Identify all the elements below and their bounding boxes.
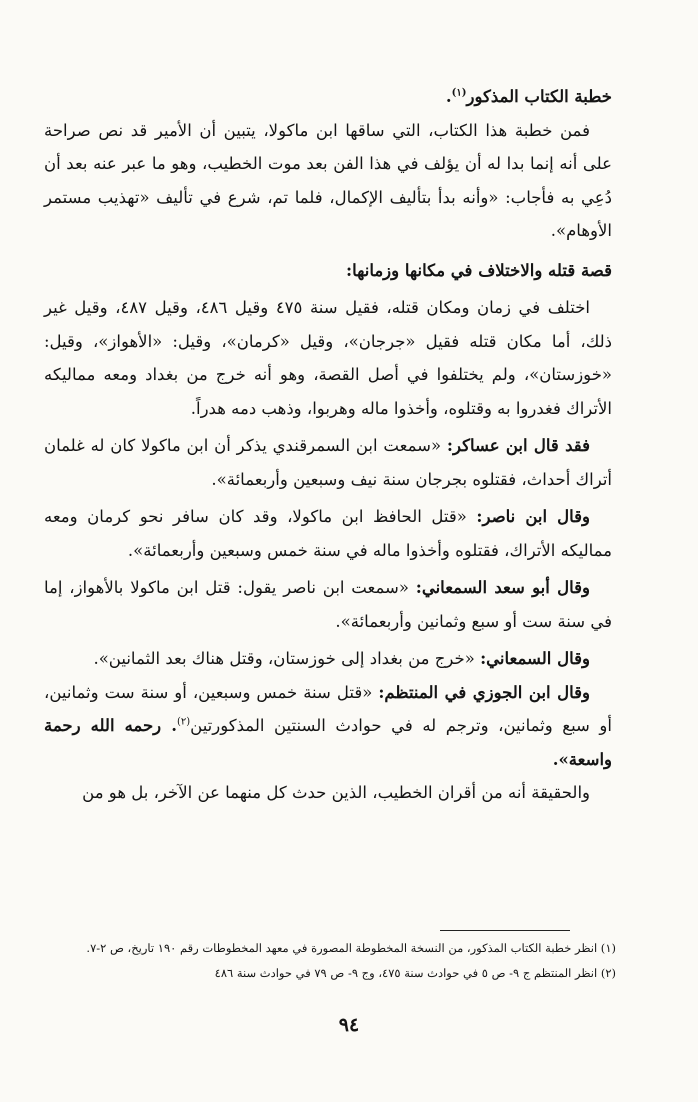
quote-text: «خرج من بغداد إلى خوزستان، وقتل هناك بعد الثمانين». <box>93 649 475 668</box>
footnotes <box>40 936 616 986</box>
quote-lead: وقال ابن الجوزي في المنتظم: <box>378 682 590 702</box>
body-text <box>44 80 612 810</box>
quote-lead: وقال ابن ناصر: <box>476 507 590 526</box>
quote-abu-saad <box>44 571 612 638</box>
quote-text: «سمعت ابن ناصر يقول: قتل ابن ماكولا بالأهواز، إما في سنة ست أو سبع وثمانين وأربعمائة». <box>44 578 612 631</box>
quote-tail: . رحمه الله رحمة واسعة». <box>44 716 612 769</box>
footnote-ref: (١) <box>451 87 467 99</box>
quote-lead: وقال السمعاني: <box>480 649 590 668</box>
quote-lead: فقد قال ابن عساكر: <box>446 436 591 455</box>
footnote-2: (٢) انظر المنتظم ج ٩- ص ٥ في حوادث سنة ٤٧٥، وج ٩- ص ٧٩ في حوادث سنة ٤٨٦ <box>214 966 616 980</box>
paragraph-intro: فمن خطبة هذا الكتاب، التي ساقها ابن ماكولا، يتبين أن الأمير قد نص صراحة على أنه إنما بدا له أن يؤلف في هذا الفن بعد موت الخطيب، وهو ما عبر عنه بعد أن دُعِي به فأجاب: «وأنه بدأ بتأليف الإكمال، فلما تم، شرع في تأليف «تهذيب مستمر الأوهام». <box>44 120 612 240</box>
section-heading-killing: قصة قتله والاختلاف في مكانها وزمانها: <box>346 260 612 280</box>
footnote-1: (١) انظر خطبة الكتاب المذكور، من النسخة المخطوطة المصورة في معهد المخطوطات رقم ١٩٠ تاريخ، ص ٢-٧. <box>86 941 616 955</box>
section-heading-text: خطبة الكتاب المذكور <box>466 87 612 106</box>
quote-ibn-jawzi <box>44 676 612 777</box>
section-heading <box>44 80 612 114</box>
quote-ibn-asakir <box>44 429 612 496</box>
quote-lead: وقال أبو سعد السمعاني: <box>415 578 590 597</box>
paragraph-dispute: اختلف في زمان ومكان قتله، فقيل سنة ٤٧٥ وقيل ٤٨٦، وقيل ٤٨٧، وقيل غير ذلك، أما مكان قتله فقيل «جرجان»، وقيل «كرمان»، وقيل: «الأهواز»، وقيل: «خوزستان»، ولم يختلفوا في أصل القصة، وهو أنه خرج من بغداد ومعه مماليكه الأتراك فغدروا به وقتلوه، وأخذوا ماله وهربوا، وذهب دمه هدراً. <box>44 298 612 418</box>
quote-ibn-nasir <box>44 500 612 567</box>
quote-text: «سمعت ابن السمرقندي يذكر أن ابن ماكولا كان له غلمان أتراك أحداث، فقتلوه بجرجان سنة نيف وسبعين وأربعمائة». <box>44 436 612 489</box>
quote-text: «قتل الحافظ ابن ماكولا، وقد كان سافر نحو كرمان ومعه مماليكه الأتراك، فقتلوه وأخذوا ماله في سنة خمس وسبعين وأربعمائة». <box>44 507 612 560</box>
page-number: ٩٤ <box>338 1014 360 1036</box>
heading-punct: . <box>445 87 452 106</box>
footnote-divider <box>440 930 570 931</box>
quote-text: «قتل سنة خمس وسبعين، أو سنة ست وثمانين، أو سبع وثمانين، وترجم له في حوادث السنتين المذكورتين <box>44 682 612 735</box>
quote-samani <box>44 642 612 676</box>
footnote-ref: (٢) <box>176 716 191 728</box>
paragraph-conclusion: والحقيقة أنه من أقران الخطيب، الذين حدث كل منهما عن الآخر، بل هو من <box>82 783 590 802</box>
